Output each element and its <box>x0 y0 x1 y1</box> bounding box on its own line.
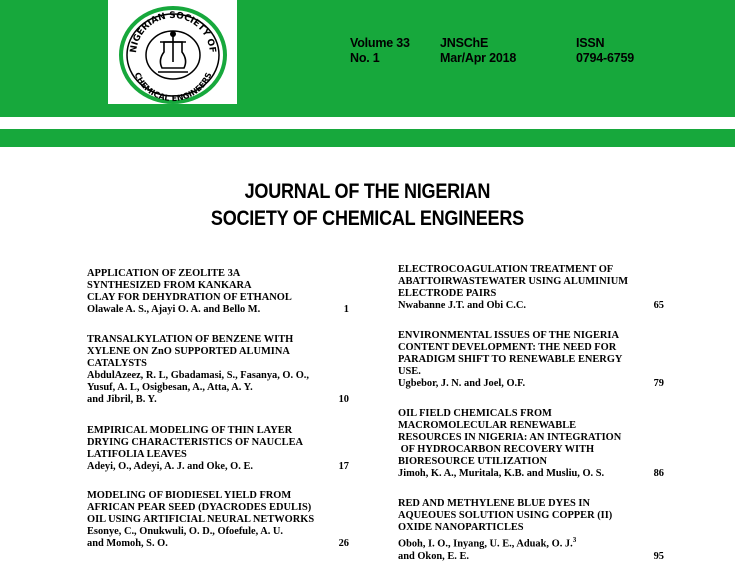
entry-title-line: XYLENE ON ZnO SUPPORTED ALUMINA <box>87 346 290 358</box>
society-logo <box>108 0 237 104</box>
entry-authors: Adeyi, O., Adeyi, A. J. and Oke, O. E. <box>87 461 253 473</box>
entry-title-line: MODELING OF BIODIESEL YIELD FROM <box>87 490 292 501</box>
entry-title-line: TRANSALKYLATION OF BENZENE WITH <box>87 334 294 345</box>
entry-authors: Ugbebor, J. N. and Joel, O.F. <box>398 378 526 390</box>
toc-entry[interactable] <box>398 264 664 312</box>
entry-authors: Jimoh, K. A., Muritala, K.B. and Musliu, O. S. <box>398 468 605 480</box>
entry-page-number: 65 <box>653 300 664 312</box>
entry-title-line: AFRICAN PEAR SEED (DYACRODES EDULIS) <box>87 502 312 514</box>
toc-entry[interactable] <box>87 425 349 473</box>
toc-entry[interactable] <box>87 490 349 550</box>
entry-authors-text: Oboh, I. O., Inyang, U. E., Aduak, O. J. <box>398 538 573 550</box>
toc-entry[interactable] <box>87 334 349 407</box>
journal-title-line-2: SOCIETY OF CHEMICAL ENGINEERS <box>210 207 524 230</box>
entry-authors: and Okon, E. E. <box>398 550 470 562</box>
journal-title <box>51 178 683 232</box>
entry-page-number: 17 <box>338 461 349 473</box>
entry-title-line: OIL USING ARTIFICIAL NEURAL NETWORKS <box>87 514 315 526</box>
society-seal-icon <box>108 0 237 104</box>
entry-page-number: 95 <box>653 550 664 562</box>
toc-entry[interactable] <box>398 498 664 563</box>
entry-title-line: ENVIRONMENTAL ISSUES OF THE NIGERIA <box>398 330 619 341</box>
entry-title-line: ELECTROCOAGULATION TREATMENT OF <box>398 264 614 275</box>
entry-title-line: CONTENT DEVELOPMENT: THE NEED FOR <box>398 342 617 354</box>
entry-title-line: USE. <box>398 366 421 378</box>
entry-title-line: OF HYDROCARBON RECOVERY WITH <box>398 444 595 456</box>
issue-volume-block <box>350 36 410 66</box>
entry-authors <box>398 534 664 551</box>
header-strip <box>0 129 735 147</box>
journal-title-line-1: JOURNAL OF THE NIGERIAN <box>244 180 491 203</box>
entry-title-line: AQUEOUES SOLUTION USING COPPER (II) <box>398 510 613 522</box>
issn-block <box>576 36 634 66</box>
issue-date: Mar/Apr 2018 <box>440 51 517 65</box>
entry-title-line: ABATTOIRWASTEWATER USING ALUMINIUM <box>398 276 628 288</box>
entry-title-line: ELECTRODE PAIRS <box>398 288 497 300</box>
entry-title-line: EMPIRICAL MODELING OF THIN LAYER <box>87 425 293 436</box>
logo-text-bottom: CHEMICAL ENGINEERS <box>132 71 214 104</box>
entry-page-number: 79 <box>653 378 664 390</box>
entry-page-number: 1 <box>343 304 349 316</box>
entry-authors: and Jibril, B. Y. <box>87 394 157 406</box>
entry-authors: Yusuf, A. L, Osigbesan, A., Atta, A. Y. <box>87 382 253 394</box>
issue-number: No. 1 <box>350 51 380 65</box>
entry-title-line: RESOURCES IN NIGERIA: AN INTEGRATION <box>398 432 622 444</box>
issue-journal-block <box>440 36 516 66</box>
entry-title-line: PARADIGM SHIFT TO RENEWABLE ENERGY <box>398 354 623 366</box>
entry-title-line: MACROMOLECULAR RENEWABLE <box>398 420 577 432</box>
logo-text-top: NIGERIAN SOCIETY OF <box>128 10 218 54</box>
toc-entry[interactable] <box>87 268 349 316</box>
entry-authors: AbdulAzeez, R. L, Gbadamasi, S., Fasanya, O. O., <box>87 370 309 382</box>
entry-title-line: RED AND METHYLENE BLUE DYES IN <box>398 498 590 509</box>
entry-title-line: APPLICATION OF ZEOLITE 3A <box>87 268 241 279</box>
entry-authors: and Momoh, S. O. <box>87 538 168 550</box>
issn-number: 0794-6759 <box>576 51 634 65</box>
issue-volume: Volume 33 <box>350 36 410 50</box>
entry-title-line: CLAY FOR DEHYDRATION OF ETHANOL <box>87 292 292 304</box>
entry-title-line: BIORESOURCE UTILIZATION <box>398 456 548 468</box>
entry-title-line: SYNTHESIZED FROM KANKARA <box>87 280 252 292</box>
toc-entry[interactable] <box>398 408 664 481</box>
entry-title-line: LATIFOLIA LEAVES <box>87 449 187 461</box>
entry-title-line: DRYING CHARACTERISTICS OF NAUCLEA <box>87 437 304 449</box>
entry-page-number: 86 <box>653 468 664 480</box>
journal-abbr: JNSChE <box>440 36 489 50</box>
entry-title-line: OIL FIELD CHEMICALS FROM <box>398 408 552 419</box>
toc-entry[interactable] <box>398 330 664 390</box>
entry-page-number: 26 <box>338 538 349 550</box>
entry-page-number: 10 <box>338 394 349 406</box>
author-superscript: 3 <box>572 536 577 545</box>
entry-title-line: OXIDE NANOPARTICLES <box>398 522 524 534</box>
entry-authors: Olawale A. S., Ajayi O. A. and Bello M. <box>87 304 261 316</box>
entry-title-line: CATALYSTS <box>87 358 147 370</box>
entry-authors: Esonye, C., Onukwuli, O. D., Ofoefule, A. U. <box>87 526 284 538</box>
issn-label: ISSN <box>576 36 605 50</box>
entry-authors: Nwabanne J.T. and Obi C.C. <box>398 300 526 312</box>
